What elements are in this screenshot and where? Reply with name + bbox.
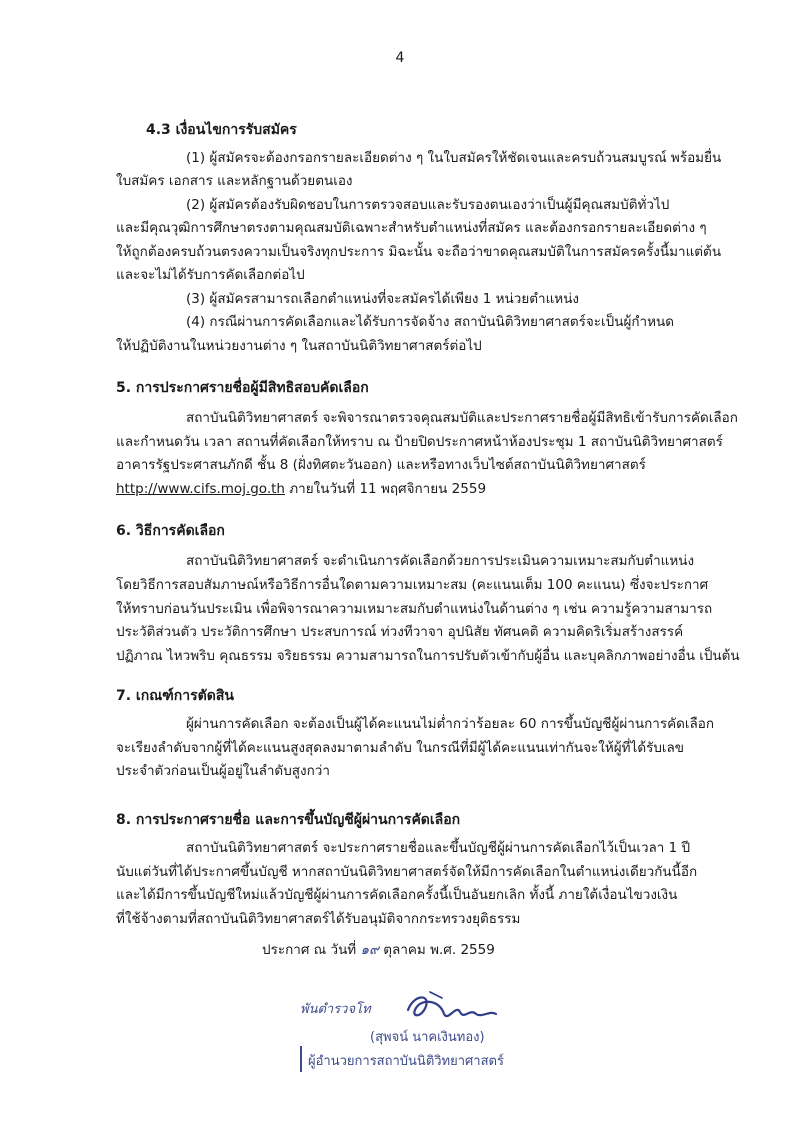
website-link[interactable]: http://www.cifs.moj.go.th: [116, 481, 285, 497]
sec7-line: ผู้ผ่านการคัดเลือก จะต้องเป็นผู้ได้คะแนนไม่ต่ำกว่าร้อยละ 60 การขึ้นบัญชีผู้ผ่านการคัดเลือก: [186, 716, 715, 732]
sec6-line: ปฏิภาณ ไหวพริบ คุณธรรม จริยธรรม ความสามารถในการปรับตัวเข้ากับผู้อื่น และบุคลิกภาพอย่างอื่น เป็นต้น: [116, 648, 740, 664]
sec43-line: ให้ปฏิบัติงานในหน่วยงานต่าง ๆ ในสถาบันนิติวิทยาศาสตร์ต่อไป: [116, 338, 482, 354]
announce-day-handwritten: ๑๙: [360, 942, 379, 958]
sec8-line: สถาบันนิติวิทยาศาสตร์ จะประกาศรายชื่อและขึ้นบัญชีผู้ผ่านการคัดเลือกไว้เป็นเวลา 1 ปี: [186, 840, 691, 856]
section-4-3-title: 4.3 เงื่อนไขการรับสมัคร: [146, 122, 297, 138]
signature-bar: [300, 1046, 302, 1072]
announcement-date: [262, 940, 495, 960]
sec8-line: ที่ใช้จ้างตามที่สถาบันนิติวิทยาศาสตร์ได้รับอนุมัติจากกระทรวงยุติธรรม: [116, 911, 521, 927]
sec8-line: นับแต่วันที่ได้ประกาศขึ้นบัญชี หากสถาบันนิติวิทยาศาสตร์จัดให้มีการคัดเลือกในตำแหน่งเดียวกันนี้อีก: [116, 864, 698, 880]
section-7-title: 7. เกณฑ์การตัดสิน: [116, 688, 234, 704]
sec6-line: โดยวิธีการสอบสัมภาษณ์หรือวิธีการอื่นใดตามความเหมาะสม (คะแนนเต็ม 100 คะแนน) ซึ่งจะประกาศ: [116, 577, 709, 593]
sec8-line: และได้มีการขึ้นบัญชีใหม่แล้วบัญชีผู้ผ่านการคัดเลือกครั้งนี้เป็นอันยกเลิก ทั้งนี้ ภายใต้เงื่อนไขวงเงิน: [116, 887, 678, 903]
sec43-line: ใบสมัคร เอกสาร และหลักฐานด้วยตนเอง: [116, 173, 353, 189]
sec5-line: และกำหนดวัน เวลา สถานที่คัดเลือกให้ทราบ ณ ป้ายปิดประกาศหน้าห้องประชุม 1 สถาบันนิติวิทยาศาสตร์: [116, 434, 723, 450]
signature-block: [300, 988, 560, 1098]
sec43-line: ให้ถูกต้องครบถ้วนตรงความเป็นจริงทุกประการ มิฉะนั้น จะถือว่าขาดคุณสมบัติในการสมัครครั้งนี้มาแต่ต้น: [116, 244, 722, 260]
announce-suffix: ตุลาคม พ.ศ. 2559: [378, 942, 495, 958]
sec6-line: ให้ทราบก่อนวันประเมิน เพื่อพิจารณาความเหมาะสมกับตำแหน่งในด้านต่าง ๆ เช่น ความรู้ความสามารถ: [116, 601, 713, 617]
sec5-line: สถาบันนิติวิทยาศาสตร์ จะพิจารณาตรวจคุณสมบัติและประกาศรายชื่อผู้มีสิทธิเข้ารับการคัดเลือก: [186, 410, 738, 426]
sec5-line: อาคารรัฐประศาสนภักดี ชั้น 8 (ฝั่งทิศตะวันออก) และหรือทางเว็บไซต์สถาบันนิติวิทยาศาสตร์: [116, 457, 646, 473]
sec6-line: ประวัติส่วนตัว ประวัติการศึกษา ประสบการณ์ ท่วงทีวาจา อุปนิสัย ทัศนคติ ความคิดริเริ่มสร้างสรรค์: [116, 624, 684, 640]
signer-rank: พันตำรวจโท: [300, 1002, 371, 1017]
sec43-line: (2) ผู้สมัครต้องรับผิดชอบในการตรวจสอบและรับรองตนเองว่าเป็นผู้มีคุณสมบัติทั่วไป: [186, 197, 670, 213]
sec5-link-line: [116, 479, 486, 499]
section-6-title: 6. วิธีการคัดเลือก: [116, 523, 225, 539]
page-number: 4: [395, 50, 405, 66]
sec6-line: สถาบันนิติวิทยาศาสตร์ จะดำเนินการคัดเลือกด้วยการประเมินความเหมาะสมกับตำแหน่ง: [186, 553, 695, 569]
signer-position: ผู้อำนวยการสถาบันนิติวิทยาศาสตร์: [308, 1054, 504, 1069]
announce-prefix: ประกาศ ณ วันที่: [262, 942, 361, 958]
sec43-line: (1) ผู้สมัครจะต้องกรอกรายละเอียดต่าง ๆ ในใบสมัครให้ชัดเจนและครบถ้วนสมบูรณ์ พร้อมยื่น: [186, 150, 722, 166]
sec5-deadline: ภายในวันที่ 11 พฤศจิกายน 2559: [284, 481, 487, 497]
section-5-title: 5. การประกาศรายชื่อผู้มีสิทธิสอบคัดเลือก: [116, 380, 369, 396]
handwritten-signature-icon: [400, 988, 510, 1028]
sec43-line: (3) ผู้สมัครสามารถเลือกตำแหน่งที่จะสมัครได้เพียง 1 หน่วยตำแหน่ง: [186, 291, 580, 307]
sec43-line: (4) กรณีผ่านการคัดเลือกและได้รับการจัดจ้าง สถาบันนิติวิทยาศาสตร์จะเป็นผู้กำหนด: [186, 314, 675, 330]
section-8-title: 8. การประกาศรายชื่อ และการขึ้นบัญชีผู้ผ่านการคัดเลือก: [116, 812, 461, 828]
sec43-line: และจะไม่ได้รับการคัดเลือกต่อไป: [116, 267, 305, 283]
signer-name: (สุพจน์ นาคเงินทอง): [370, 1030, 485, 1045]
sec7-line: จะเรียงลำดับจากผู้ที่ได้คะแนนสูงสุดลงมาตามลำดับ ในกรณีที่มีผู้ได้คะแนนเท่ากันจะให้ผู้ที่ได้รับเลข: [116, 740, 685, 756]
sec43-line: และมีคุณวุฒิการศึกษาตรงตามคุณสมบัติเฉพาะสำหรับตำแหน่งที่สมัคร และต้องกรอกรายละเอียดต่าง ๆ: [116, 220, 707, 236]
sec7-line: ประจำตัวก่อนเป็นผู้อยู่ในลำดับสูงกว่า: [116, 763, 330, 779]
